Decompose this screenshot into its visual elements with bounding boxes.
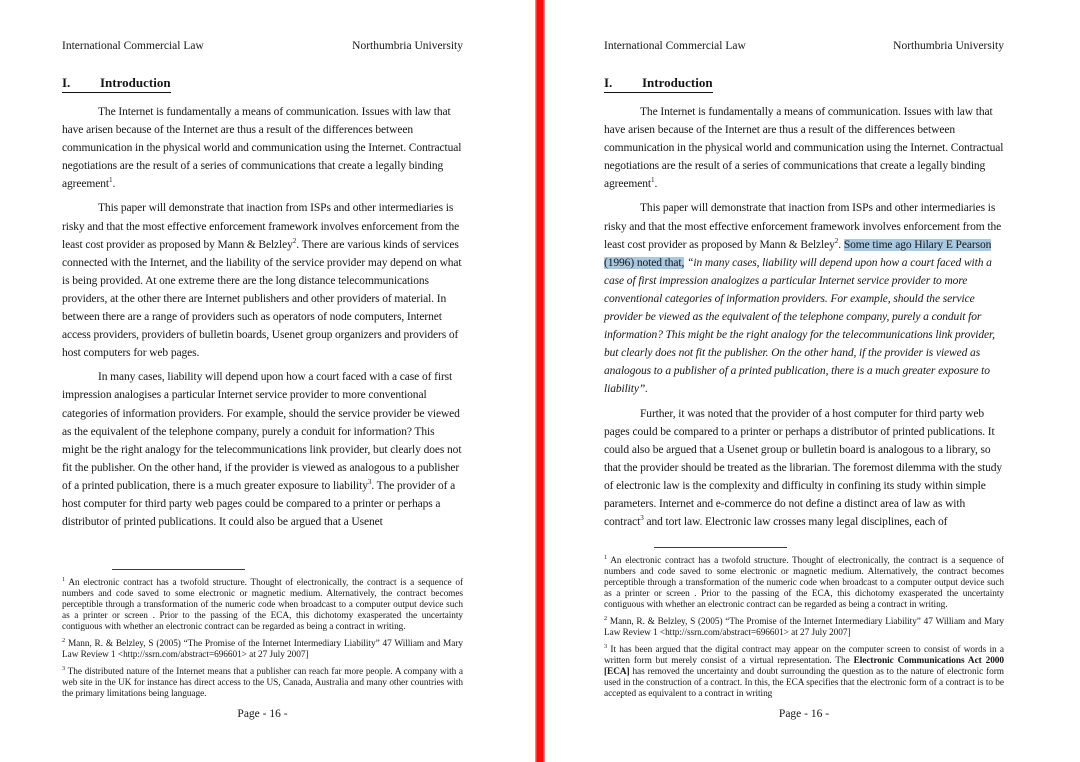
- paragraph: The Internet is fundamentally a means of communication. Issues with law that have arisen because of the Internet are thus a result of the differences between communication in the physical world and communication using the Internet. Contractual negotiations are the result of a series of communications that create a legally binding agreement$^1$.: [62, 106, 462, 191]
- footnote-separator: [112, 569, 245, 570]
- page-number-footer: Page - 16 -: [237, 708, 288, 720]
- page-right-content: [545, 0, 1080, 762]
- page-left: [0, 0, 535, 762]
- header-university: Northumbria University: [352, 40, 463, 52]
- section-number: I.: [62, 75, 71, 90]
- footnotes-section: [604, 547, 1004, 700]
- footnote: $^1$ An electronic contract has a twofold structure. Thought of electronically, the contract is a sequence of numbers and code saved to some electronic or magnetic medium. Alternatively, the contract becomes perceptible through a transformation of the numeric code when broadcast to a computer output device such as a printer or screen . Prior to the passing of the ECA, this dichotomy exasperated the uncertainty contiguous with whether an electronic contract can be regarded as being a contract in writing.: [604, 553, 1004, 610]
- comparison-divider: [535, 0, 545, 762]
- paragraph: In many cases, liability will depend upon how a court faced with a case of first impression analogises a particular Internet service provider to more conventional categories of information providers. For example, should the service provider be viewed as the equivalent of the telephone company, purely a conduit for information? This might be the right analogy for the telecommunications link provider, but clearly does not fit the publisher. On the other hand, if the provider is viewed as analogous to a publisher of a printed publication, there is a much greater exposure to liability$^3$. The provider of a host computer for third party web pages could be compared to a printer or perhaps a distributor of printed publications. It could also be argued that a Usenet: [62, 371, 462, 529]
- header-course-title: International Commercial Law: [604, 40, 746, 52]
- section-heading: [604, 75, 1004, 93]
- footnote-separator: [654, 547, 787, 548]
- page-right: [545, 0, 1080, 762]
- footnote: $^2$ Mann, R. & Belzley, S (2005) “The Promise of the Internet Intermediary Liability” 47 William and Mary Law Review 1 <http://ssrn.com/abstract=696601> at 27 July 2007]: [604, 614, 1004, 638]
- paragraph: This paper will demonstrate that inaction from ISPs and other intermediaries is risky and that the most effective enforcement framework involves enforcement from the least cost provider as proposed by Mann & Belzley$^2$. There are various kinds of services connected with the Internet, and the liability of the service provider may depend on what is being provided. At one extreme there are the long distance telecommunications providers, at the other there are Internet publishers and other providers of material. In between there are a range of providers such as operators of node computers, Internet access providers, providers of bulletin boards, Usenet group organizers and providers of host computers for web pages.: [62, 202, 462, 360]
- section-heading-text: [604, 75, 713, 93]
- section-title: Introduction: [100, 75, 171, 90]
- page-number-footer: Page - 16 -: [778, 708, 830, 720]
- paragraph-with-highlight: This paper will demonstrate that inaction from ISPs and other intermediaries is risky and that the most effective enforcement framework involves enforcement from the least cost provider as proposed by Mann & Belzley$^2$. Some time ago Hilary E Pearson (1996) noted that, “in many cases, liability will depend upon how a court faced with a case of first impression analogizes a particular Internet service provider to more conventional categories of information providers. For example, should the service provider be viewed as the equivalent of the telephone company, purely a conduit for information? This might be the right analogy for the telecommunications link provider, but clearly does not fit the publisher. On the other hand, if the provider is viewed as analogous to a publisher of a printed publication, there is a much greater exposure to liability”.: [604, 202, 1002, 396]
- footnotes-section: [62, 569, 463, 700]
- page-header: [62, 40, 463, 52]
- footnote: $^3$ The distributed nature of the Internet means that a publisher can reach far more people. A company with a web site in the UK for instance has direct access to the US, Canada, Australia and many other countries with the primary limitations being language.: [62, 664, 463, 699]
- section-heading: [62, 75, 463, 93]
- section-number: I.: [604, 75, 613, 90]
- section-title: Introduction: [642, 75, 713, 90]
- footnote: $^3$ It has been argued that the digital contract may appear on the computer screen to consist of words in a written form but merely consist of a virtual representation. The Electronic Communications Act 2000 [ECA] has removed the uncertainty and doubt surrounding the question as to the nature of electronic form used in the construction of a contract. In this, the ECA specifies that the electronic form of a contract is to be accepted as equivalent to a contract in writing: [604, 642, 1005, 699]
- footnote: $^1$ An electronic contract has a twofold structure. Thought of electronically, the contract is a sequence of numbers and code saved to some electronic or magnetic medium. Alternatively, the contract becomes perceptible through a transformation of the numeric code when broadcast to a computer output device such as a printer or screen . Prior to the passing of the ECA, this dichotomy exasperated the uncertainty contiguous with whether an electronic contract can be regarded as being a contract in writing.: [62, 575, 463, 632]
- footnote: $^2$ Mann, R. & Belzley, S (2005) “The Promise of the Internet Intermediary Liability” 47 William and Mary Law Review 1 <http://ssrn.com/abstract=696601> at 27 July 2007]: [62, 636, 463, 660]
- section-heading-text: [62, 75, 171, 93]
- paragraph: The Internet is fundamentally a means of communication. Issues with law that have arisen because of the Internet are thus a result of the differences between communication in the physical world and communication using the Internet. Contractual negotiations are the result of a series of communications that create a legally binding agreement$^1$.: [604, 106, 1004, 191]
- paragraph: Further, it was noted that the provider of a host computer for third party web pages could be compared to a printer or perhaps a distributor of printed publications. It could also be argued that a Usenet group or bulletin board is analogous to a library, so that the provider should be treated as the librarian. The foremost dilemma with the study of electronic law is the complexity and difficulty in confining its study within simple parameters. Internet and e-commerce do not define a distinct area of law as with contract$^3$ and tort law. Electronic law crosses many legal disciplines, each of: [604, 407, 1003, 529]
- page-header: [604, 40, 1004, 52]
- header-university: Northumbria University: [893, 40, 1004, 52]
- header-course-title: International Commercial Law: [62, 40, 204, 52]
- page-left-content: [0, 0, 535, 762]
